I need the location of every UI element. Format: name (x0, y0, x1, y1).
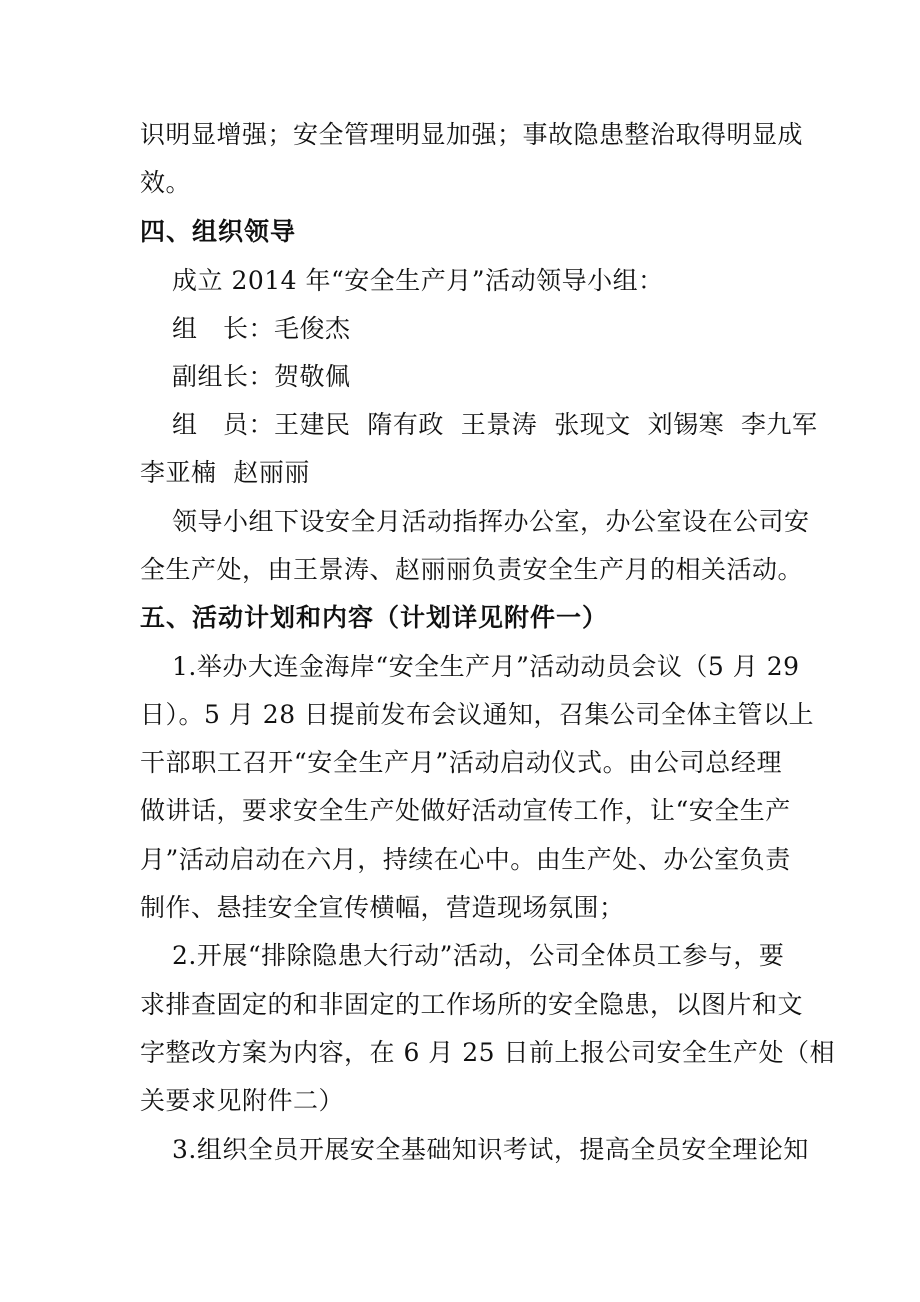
paragraph-line: 月”活动启动在六月，持续在心中。由生产处、办公室负责 (140, 845, 791, 874)
section-heading: 四、组织领导 (140, 217, 297, 246)
paragraph-line: 1.举办大连金海岸“安全生产月”活动动员会议（5 月 29 (172, 652, 800, 681)
deputy-label: 副组长： (172, 362, 275, 391)
paragraph-line: 关要求见附件二） (140, 1086, 345, 1115)
paragraph-line: 全生产处，由王景涛、赵丽丽负责安全生产月的相关活动。 (140, 555, 804, 584)
members-names: 王建民 隋有政 王景涛 张现文 刘锡寒 李九军 (274, 410, 818, 439)
paragraph-line: 效。 (140, 168, 192, 197)
paragraph-line: 制作、悬挂安全宣传横幅，营造现场氛围； (140, 893, 625, 922)
paragraph-line: 干部职工召开“安全生产月”活动启动仪式。由公司总经理 (140, 748, 782, 777)
paragraph-line: 2.开展“排除隐患大行动”活动，公司全体员工参与，要 (172, 941, 785, 970)
leader-row (172, 314, 351, 344)
deputy-row (172, 362, 351, 392)
members-label: 组 员： (172, 410, 275, 439)
paragraph-line: 领导小组下设安全月活动指挥办公室，办公室设在公司安 (172, 507, 810, 536)
deputy-name: 贺敬佩 (274, 362, 351, 391)
paragraph-line: 3.组织全员开展安全基础知识考试，提高全员安全理论知 (172, 1135, 809, 1164)
members-names-continued: 李亚楠 赵丽丽 (140, 458, 310, 487)
members-row (172, 410, 818, 440)
paragraph-line: 字整改方案为内容，在 6 月 25 日前上报公司安全生产处（相 (140, 1038, 836, 1067)
section-heading: 五、活动计划和内容（计划详见附件一） (140, 603, 609, 632)
paragraph-line: 求排查固定的和非固定的工作场所的安全隐患，以图片和文 (140, 990, 804, 1019)
paragraph-line: 识明显增强；安全管理明显加强；事故隐患整治取得明显成 (140, 120, 804, 149)
leader-name: 毛俊杰 (274, 314, 351, 343)
paragraph-line: 做讲话，要求安全生产处做好活动宣传工作，让“安全生产 (140, 796, 791, 825)
paragraph-line: 日）。5 月 28 日提前发布会议通知，召集公司全体主管以上 (140, 700, 815, 729)
leader-label: 组 长： (172, 314, 275, 343)
paragraph-line: 成立 2014 年“安全生产月”活动领导小组： (172, 266, 664, 295)
